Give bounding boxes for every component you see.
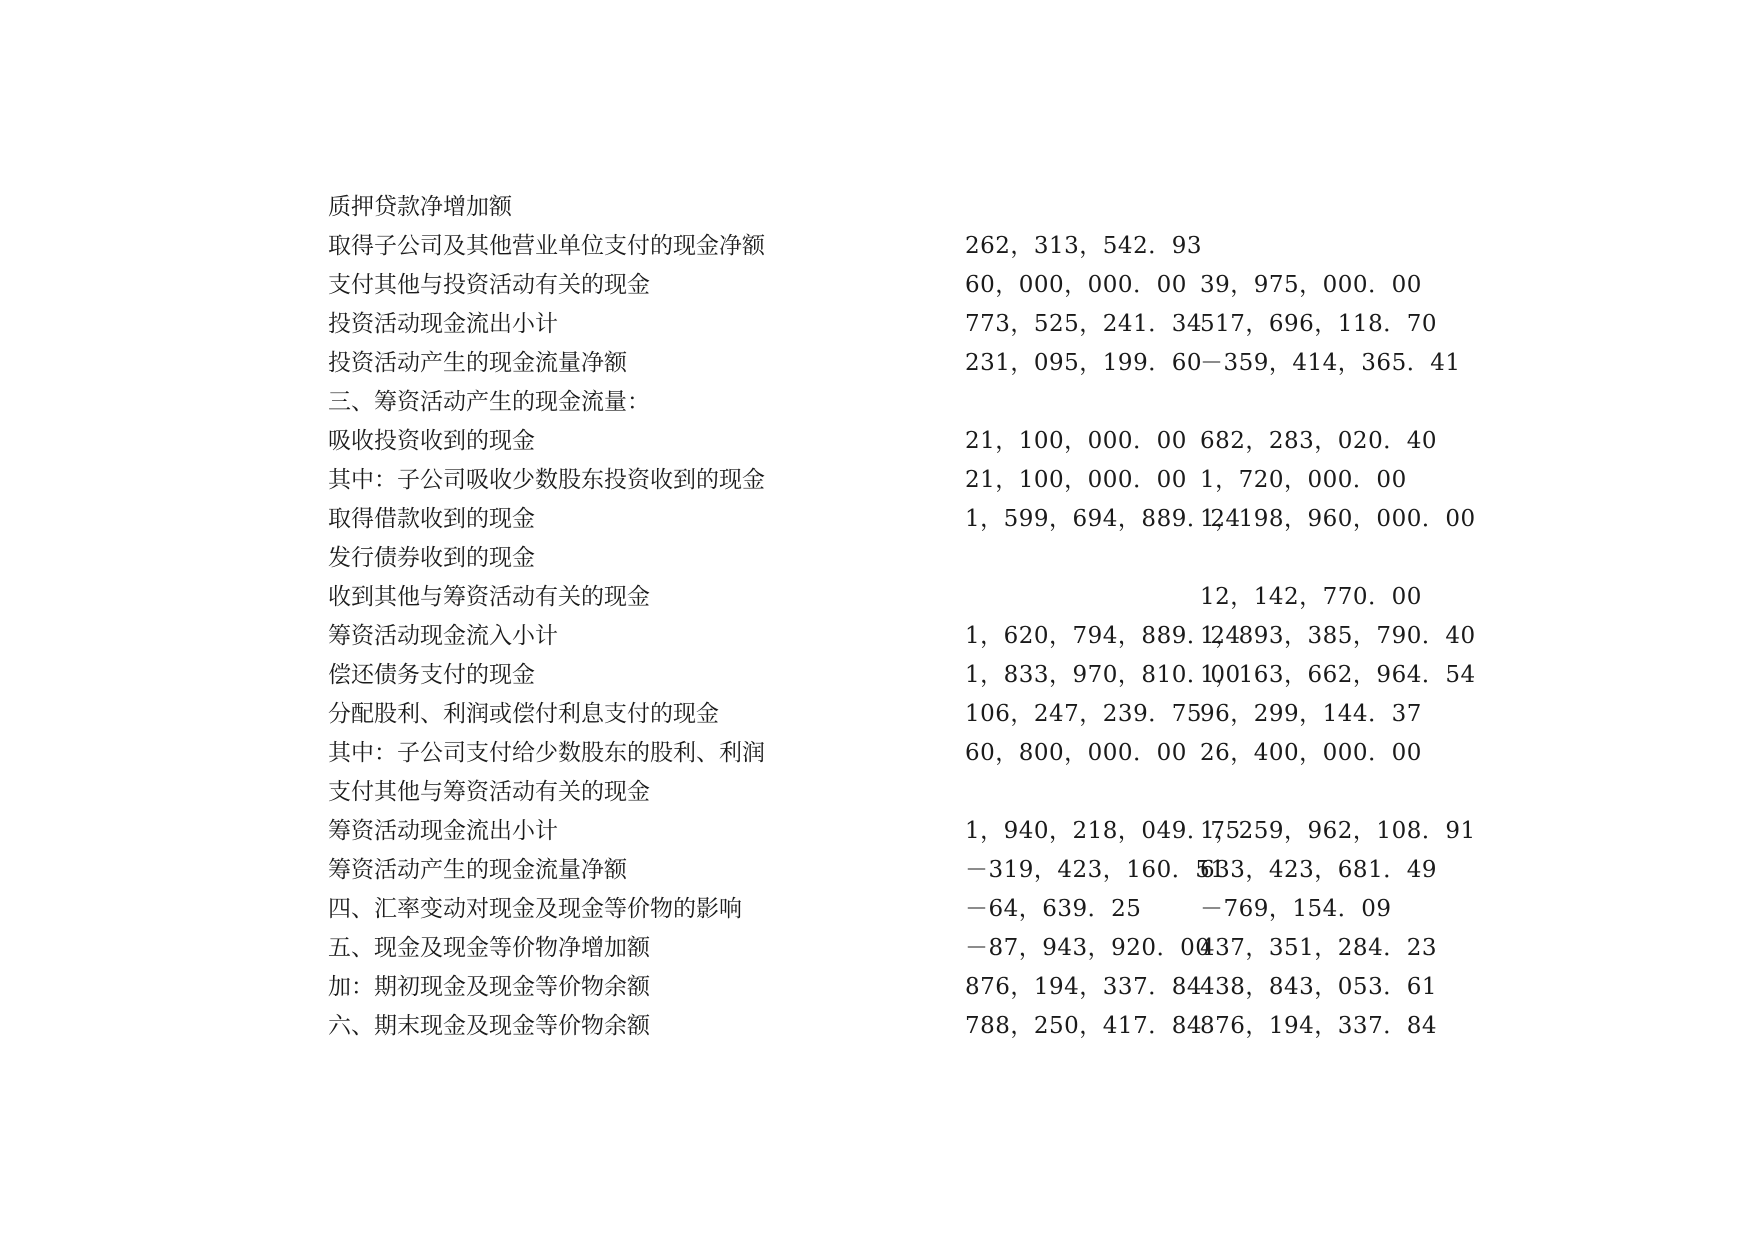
statement-row (328, 266, 1508, 305)
statement-row (328, 539, 1508, 578)
row-label: 筹资活动现金流出小计 (328, 818, 558, 844)
section-heading: 三、筹资活动产生的现金流量： (328, 389, 650, 415)
row-label: 支付其他与筹资活动有关的现金 (328, 779, 650, 805)
previous-period-value: －359，414，365．41 (1200, 350, 1461, 376)
current-period-value: 1，940，218，049．75 (965, 818, 1241, 844)
statement-row (328, 773, 1508, 812)
current-period-value: 60，800，000．00 (965, 740, 1187, 766)
statement-row (328, 500, 1508, 539)
section-heading-row (328, 383, 1508, 422)
previous-period-value: 438，843，053．61 (1200, 974, 1437, 1000)
current-period-value: 21，100，000．00 (965, 428, 1187, 454)
previous-period-value: －769，154．09 (1200, 896, 1392, 922)
current-period-value: 262，313，542．93 (965, 233, 1202, 259)
statement-row (328, 734, 1508, 773)
current-period-value: 21，100，000．00 (965, 467, 1187, 493)
current-period-value: 788，250，417．84 (965, 1013, 1202, 1039)
row-label: 其中：子公司支付给少数股东的股利、利润 (328, 740, 765, 766)
row-label: 支付其他与投资活动有关的现金 (328, 272, 650, 298)
section-heading-row (328, 890, 1508, 929)
statement-row (328, 461, 1508, 500)
previous-period-value: 39，975，000．00 (1200, 272, 1422, 298)
row-label: 发行债券收到的现金 (328, 545, 535, 571)
row-label: 投资活动现金流出小计 (328, 311, 558, 337)
current-period-value: 1，620，794，889．24 (965, 623, 1241, 649)
current-period-value: 231，095，199．60 (965, 350, 1202, 376)
current-period-value: 60，000，000．00 (965, 272, 1187, 298)
current-period-value: 773，525，241．34 (965, 311, 1202, 337)
previous-period-value: 876，194，337．84 (1200, 1013, 1437, 1039)
current-period-value: －87，943，920．00 (965, 935, 1211, 961)
statement-row (328, 968, 1508, 1007)
previous-period-value: 26，400，000．00 (1200, 740, 1422, 766)
current-period-value: 106，247，239．75 (965, 701, 1202, 727)
statement-row (328, 851, 1508, 890)
previous-period-value: 12，142，770．00 (1200, 584, 1422, 610)
row-label: 偿还债务支付的现金 (328, 662, 535, 688)
cash-flow-statement (328, 188, 1508, 1046)
previous-period-value: 517，696，118．70 (1200, 311, 1437, 337)
statement-row (328, 344, 1508, 383)
section-heading: 六、期末现金及现金等价物余额 (328, 1013, 650, 1039)
previous-period-value: 96，299，144．37 (1200, 701, 1422, 727)
previous-period-value: 1，198，960，000．00 (1200, 506, 1476, 532)
statement-row (328, 617, 1508, 656)
row-label: 投资活动产生的现金流量净额 (328, 350, 627, 376)
current-period-value: －319，423，160．51 (965, 857, 1226, 883)
previous-period-value: 1，893，385，790．40 (1200, 623, 1476, 649)
statement-row (328, 227, 1508, 266)
row-label: 质押贷款净增加额 (328, 194, 512, 220)
previous-period-value: 1，163，662，964．54 (1200, 662, 1476, 688)
current-period-value: 876，194，337．84 (965, 974, 1202, 1000)
statement-row (328, 656, 1508, 695)
previous-period-value: 633，423，681．49 (1200, 857, 1437, 883)
statement-row (328, 305, 1508, 344)
section-heading-row (328, 1007, 1508, 1046)
statement-row (328, 422, 1508, 461)
current-period-value: 1，833，970，810．00 (965, 662, 1241, 688)
section-heading: 四、汇率变动对现金及现金等价物的影响 (328, 896, 742, 922)
statement-row (328, 695, 1508, 734)
previous-period-value: 1，259，962，108．91 (1200, 818, 1476, 844)
row-label: 取得借款收到的现金 (328, 506, 535, 532)
statement-row (328, 188, 1508, 227)
row-label: 其中：子公司吸收少数股东投资收到的现金 (328, 467, 765, 493)
statement-row (328, 578, 1508, 617)
row-label: 分配股利、利润或偿付利息支付的现金 (328, 701, 719, 727)
row-label: 取得子公司及其他营业单位支付的现金净额 (328, 233, 765, 259)
section-heading-row (328, 929, 1508, 968)
row-label: 筹资活动现金流入小计 (328, 623, 558, 649)
section-heading: 五、现金及现金等价物净增加额 (328, 935, 650, 961)
statement-row (328, 812, 1508, 851)
row-label: 收到其他与筹资活动有关的现金 (328, 584, 650, 610)
row-label: 吸收投资收到的现金 (328, 428, 535, 454)
current-period-value: －64，639．25 (965, 896, 1142, 922)
row-label: 加：期初现金及现金等价物余额 (328, 974, 650, 1000)
row-label: 筹资活动产生的现金流量净额 (328, 857, 627, 883)
previous-period-value: 437，351，284．23 (1200, 935, 1437, 961)
previous-period-value: 682，283，020．40 (1200, 428, 1437, 454)
previous-period-value: 1，720，000．00 (1200, 467, 1407, 493)
current-period-value: 1，599，694，889．24 (965, 506, 1241, 532)
